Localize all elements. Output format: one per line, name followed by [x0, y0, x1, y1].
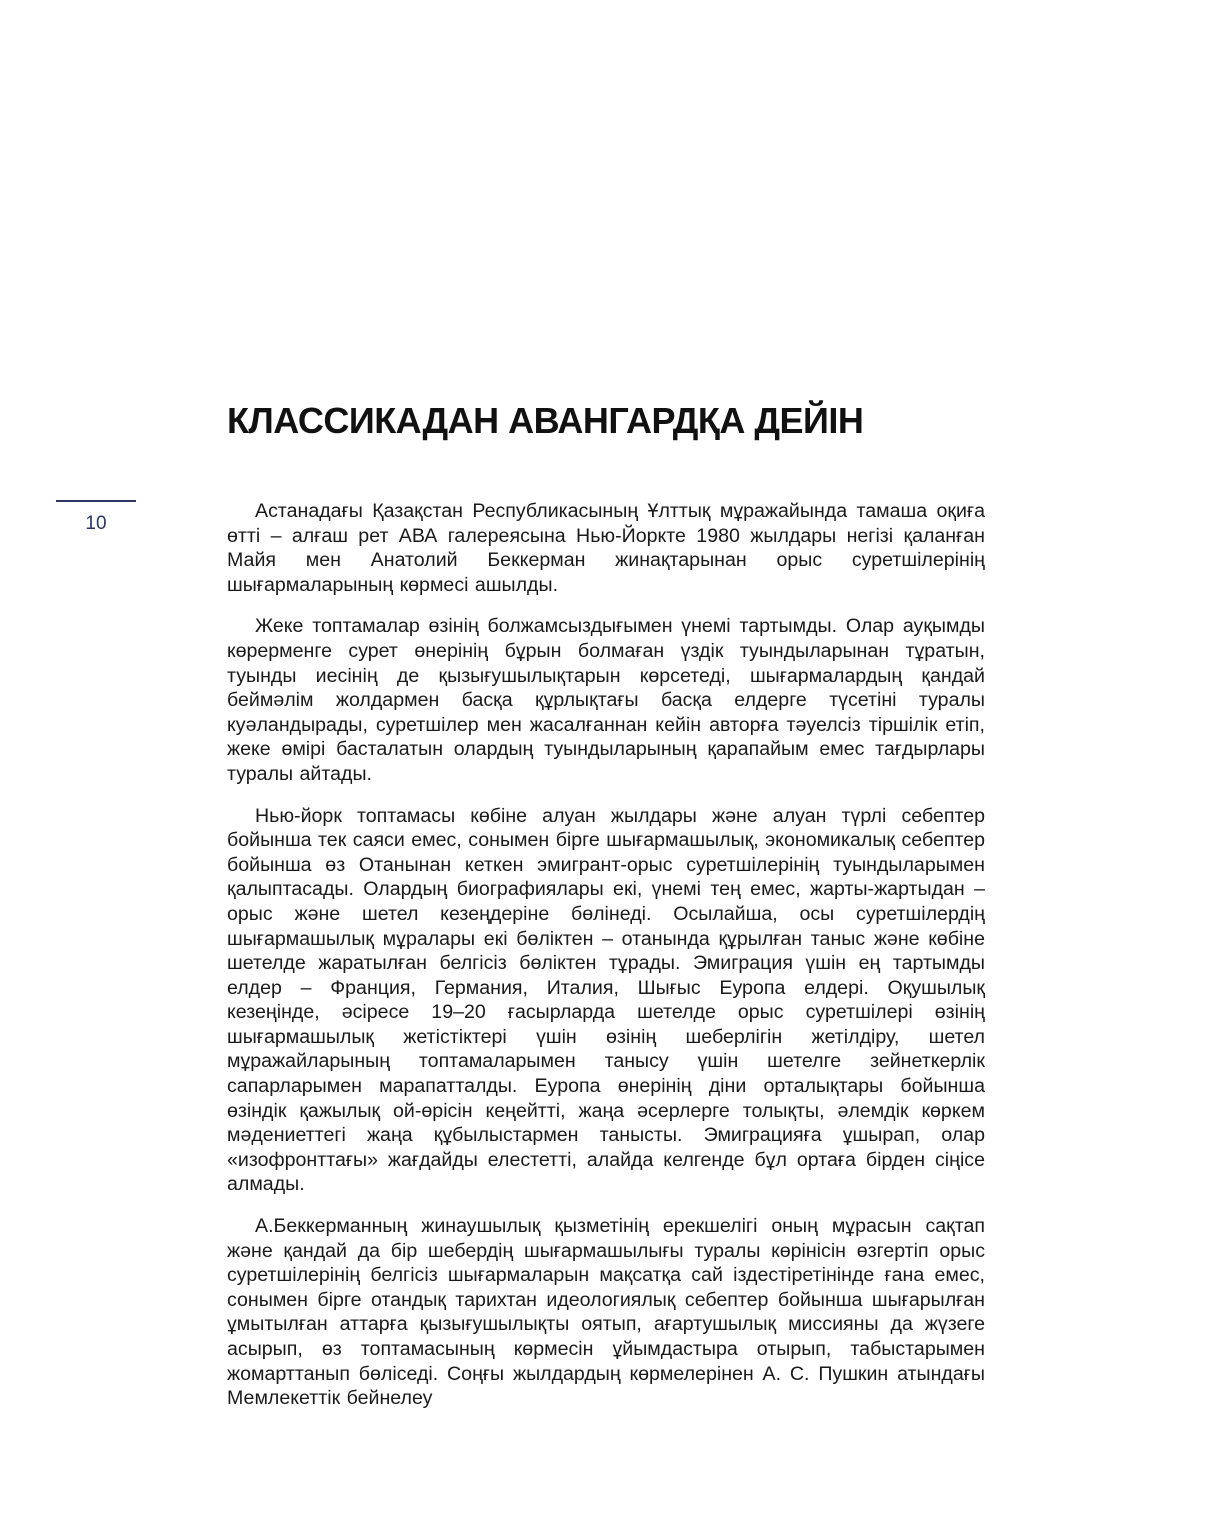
- paragraph-1: Астанадағы Қазақстан Республикасының Ұлттық мұражайында тамаша оқиға өтті – алғаш рет АВА галереясына Нью-Йоркте 1980 жылдары негізі қаланған Майя мен Анатолий Беккерман жинақтарынан орыс суретшілерінің шығармаларының көрмесі ашылды.: [227, 500, 985, 596]
- page-marker-line: [56, 500, 136, 502]
- body-text: [227, 499, 985, 1428]
- paragraph-2: Жеке топтамалар өзінің болжамсыздығымен үнемі тартымды. Олар ауқымды көрерменге сурет өнерінің бұрын болмаған үздік туындыларынан тұратын, туынды иесінің де қызығушылықтарын көрсетеді, шығармалардың қандай беймәлім жолдармен басқа құрлықтағы басқа елдерге түсетіні туралы куәландырады, суретшілер мен жасалғаннан кейін авторға тәуелсіз тіршілік етіп, жеке өмірі басталатын олардың туындыларының қарапайым емес тағдырлары туралы айтады.: [227, 615, 985, 785]
- page-number: 10: [85, 513, 107, 534]
- paragraph-4: А.Беккерманның жинаушылық қызметінің ерекшелігі оның мұрасын сақтап және қандай да бір шебердің шығармашылығы туралы көрінісін өзгертіп орыс суретшілерінің белгісіз шығармаларын мақсатқа сай іздестіретінінде ғана емес, сонымен бірге отандық тарихтан идеологиялық себептер бойынша шығарылған ұмытылған аттарға қызығушылықты оятып, ағартушылық миссияны да жүзеге асырып, өз топтамасының көрмесін ұйымдастыра отырып, табыстарымен жомарттанып бөліседі. Соңғы жылдардың көрмелерінен А. С. Пушкин атындағы Мемлекеттік бейнелеу: [227, 1215, 985, 1410]
- paragraph-3: Нью-йорк топтамасы көбіне алуан жылдары және алуан түрлі себептер бойынша тек саяси емес, сонымен бірге шығармашылық, экономикалық себептер бойынша өз Отанынан кеткен эмигрант-орыс суретшілерінің туындыларымен қалыптасады. Олардың биографиялары екі, үнемі тең емес, жарты-жартыдан – орыс және шетел кезеңдеріне бөлінеді. Осылайша, осы суретшілердің шығармашылық мұралары екі бөліктен – отанында құрылған таныс және көбіне шетелде жаратылған белгісіз бөліктен тұрады. Эмиграция үшін ең тартымды елдер – Франция, Германия, Италия, Шығыс Еуропа елдері. Оқушылық кезеңінде, әсіресе 19–20 ғасырларда шетелде орыс суретшілері өзінің шығармашылық жетістіктері үшін өзінің шеберлігін жетілдіру, шетел мұражайларының топтамаларымен танысу үшін шетелге зейнеткерлік сапарларымен марапатталды. Еуропа өнерінің діни орталықтары бойынша өзіндік қажылық ой-өрісін кеңейтті, жаңа әсерлерге толықты, әлемдік көркем мәдениеттегі жаңа құбылыстармен танысты. Эмиграцияға ұшырап, олар «изофронттағы» жағдайды елестетті, алайда келгенде бұл ортаға бірден сіңісе алмады.: [227, 804, 985, 1196]
- page-title: КЛАССИКАДАН АВАНГАРДҚА ДЕЙІН: [227, 400, 864, 441]
